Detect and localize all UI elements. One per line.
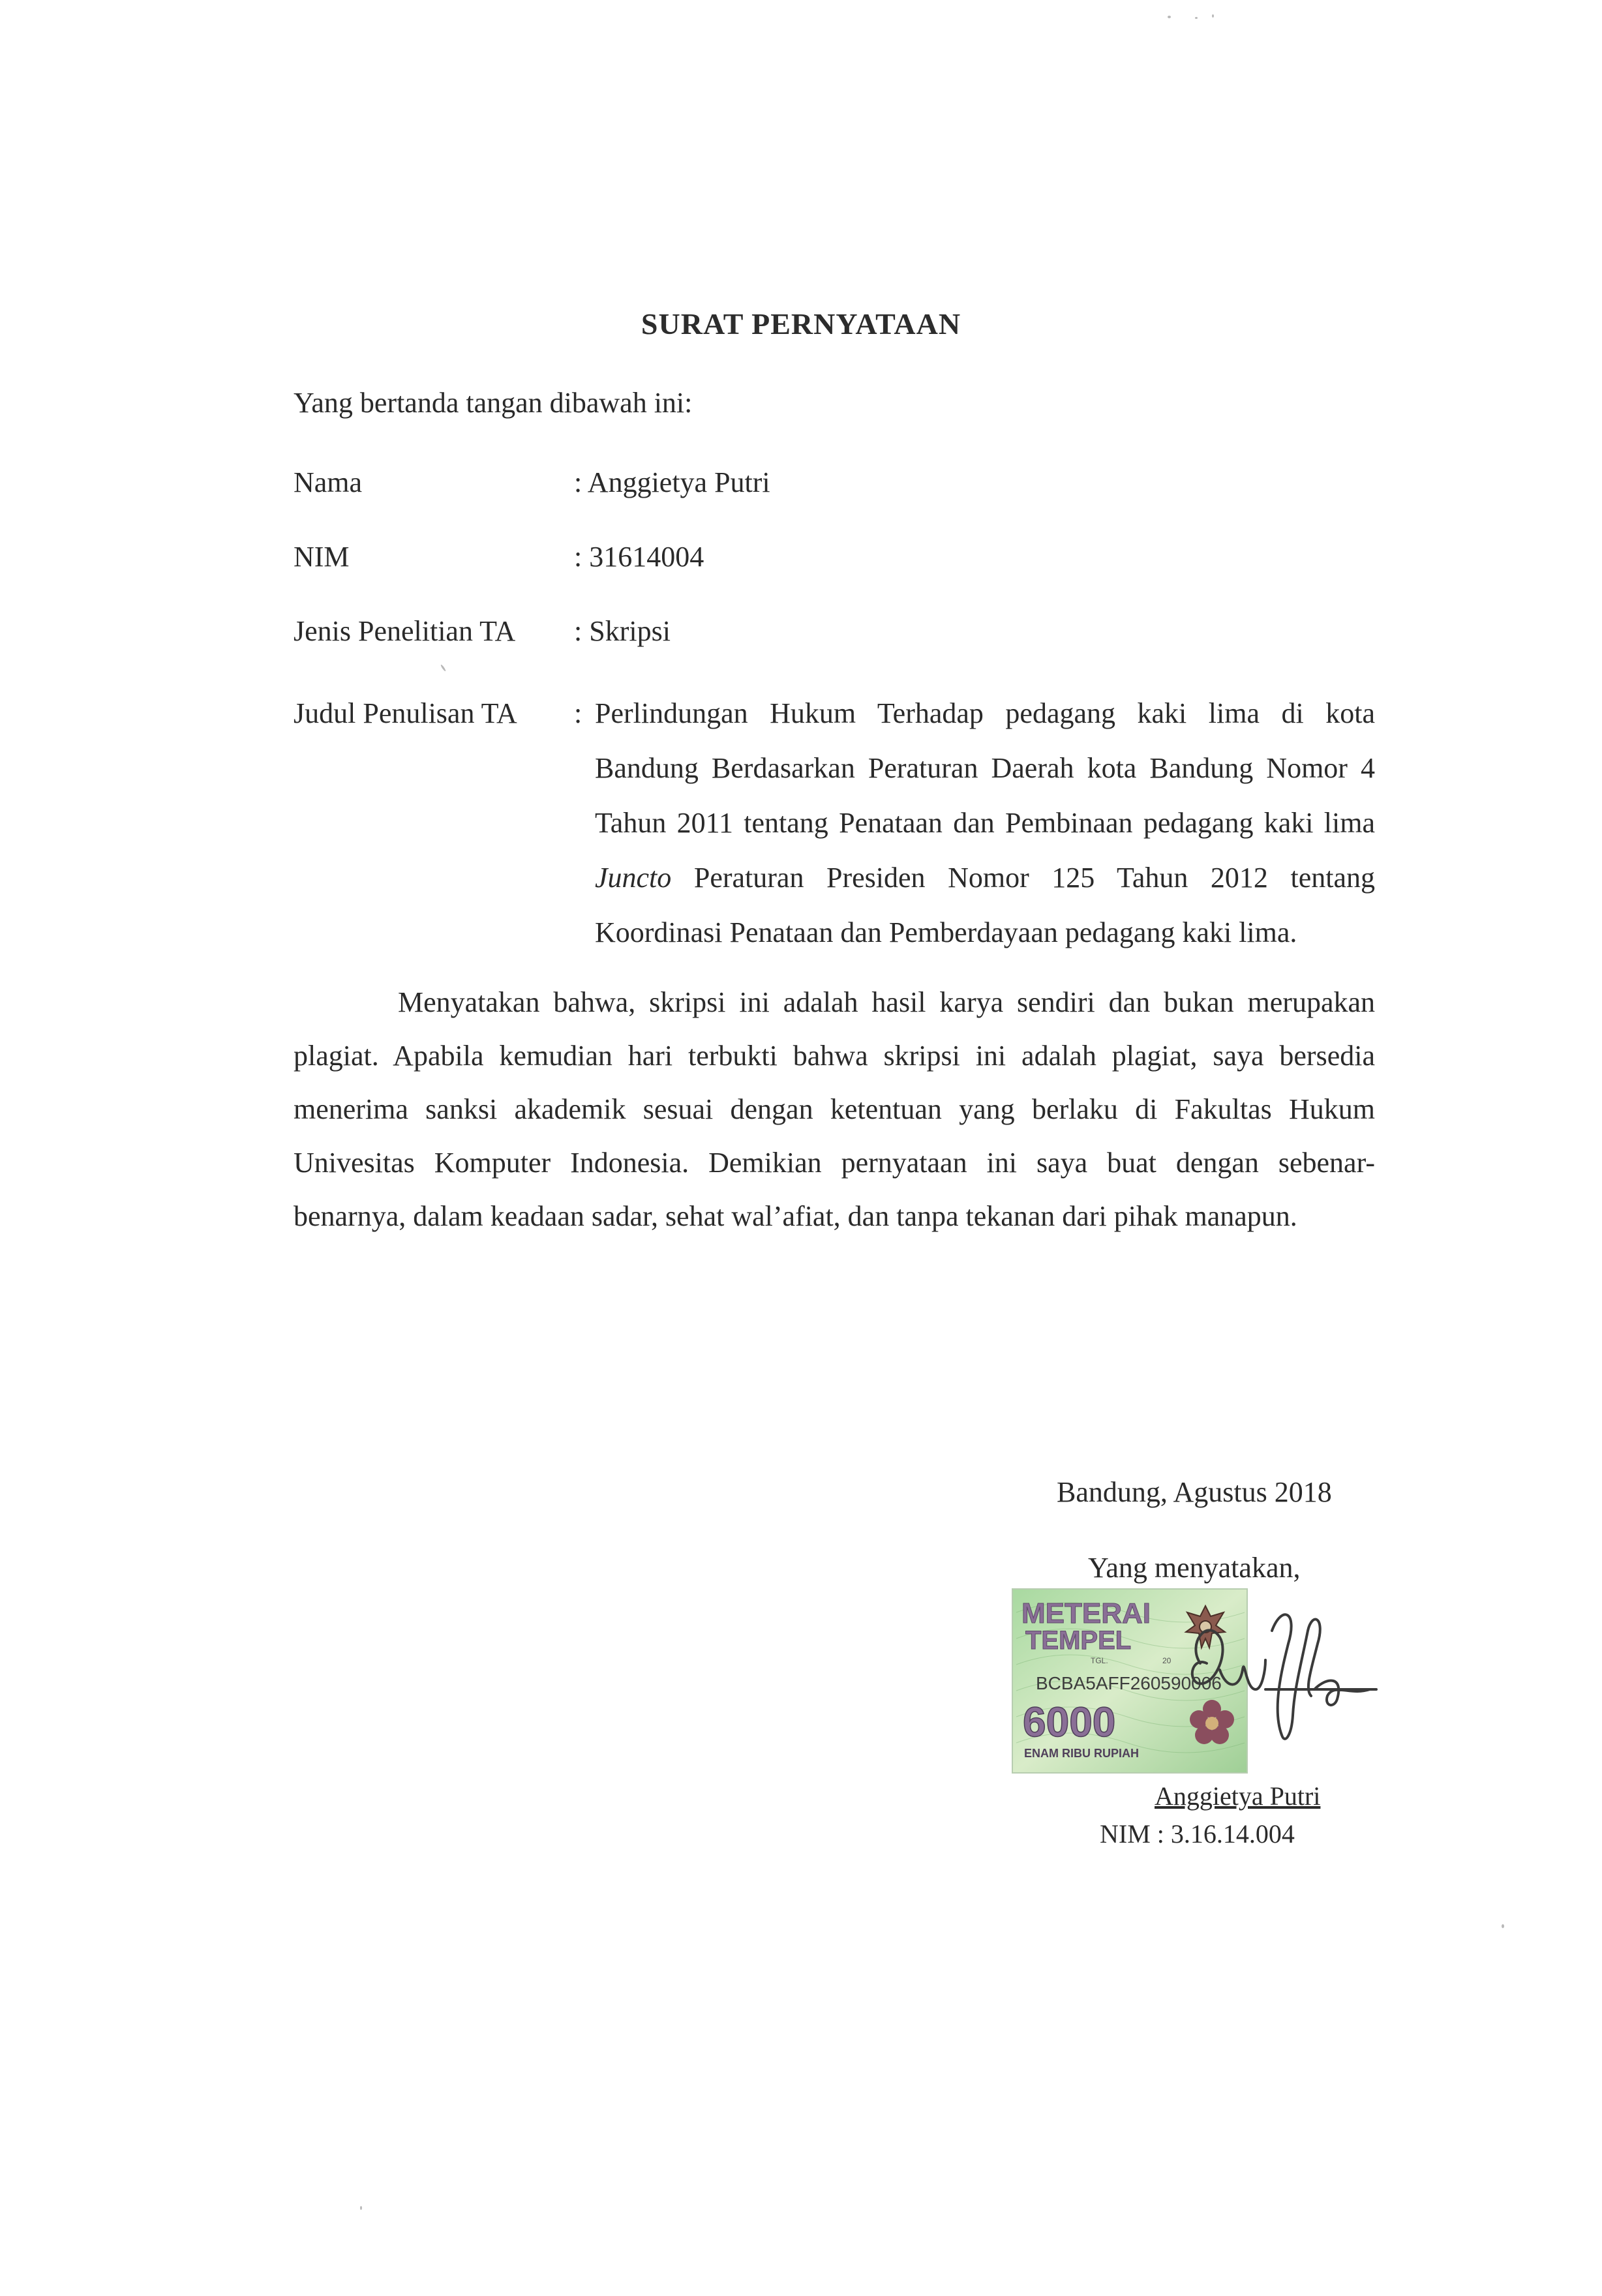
stamp-value-words: ENAM RIBU RUPIAH (1024, 1747, 1140, 1760)
judul-italic-term: Juncto (595, 862, 672, 894)
field-value: : Skripsi (574, 615, 671, 647)
stamp-value: 6000 (1023, 1699, 1116, 1745)
statement-paragraph: Menyatakan bahwa, skripsi ini adalah hasil karya sendiri dan bukan merupakan plagiat. Apabila kemudian hari terbukti bahwa skripsi ini adalah plagiat, saya bersedia menerima sanksi akademik sesuai dengan ketentuan yang berlaku di Fakultas Hukum Univesitas Komputer Indonesia. Demikian pernyataan ini saya buat dengan sebenar-benarnya, dalam keadaan sadar, sehat wal’afiat, dan tanpa tekanan dari pihak manapun. (294, 986, 1375, 1232)
stamp-text-meterai: METERAI (1021, 1597, 1151, 1629)
field-label-judul: Judul Penulisan TA (294, 697, 517, 729)
scan-speck (440, 664, 446, 672)
stamp-serial: BCBA5AFF260590006 (1036, 1673, 1222, 1693)
field-value-judul (595, 686, 1375, 960)
stamp-text-tempel: TEMPEL (1025, 1626, 1132, 1655)
signer-nim: NIM : 3.16.14.004 (1100, 1819, 1295, 1849)
handwritten-signature (1174, 1592, 1383, 1761)
field-colon-judul: : (574, 697, 582, 729)
stamp-text-tgl: TGL. (1091, 1656, 1108, 1665)
field-value: : Anggietya Putri (574, 466, 770, 498)
signer-name: Anggietya Putri (1155, 1781, 1321, 1811)
scan-speck (360, 2206, 362, 2210)
field-label: Jenis Penelitian TA (294, 615, 516, 647)
field-value: : 31614004 (574, 541, 704, 573)
judul-text-part2: Peraturan Presiden Nomor 125 Tahun 2012 tentang Koordinasi Penataan dan Pemberdayaan pedagang kaki lima. (595, 862, 1375, 948)
judul-text-part1: Perlindungan Hukum Terhadap pedagang kaki lima di kota Bandung Berdasarkan Peraturan Daerah kota Bandung Nomor 4 Tahun 2011 tentang Penataan dan Pembinaan pedagang kaki lima (595, 697, 1375, 839)
intro-text: Yang bertanda tangan dibawah ini: (294, 387, 693, 419)
scan-speck (1212, 14, 1214, 18)
stamp-text-year: 20 (1162, 1656, 1171, 1665)
place-date: Bandung, Agustus 2018 (1057, 1476, 1332, 1508)
field-label: Nama (294, 466, 363, 498)
scan-speck (1168, 16, 1171, 18)
declarer-label: Yang menyatakan, (1088, 1552, 1301, 1584)
scan-speck (1502, 1924, 1504, 1928)
document-title: SURAT PERNYATAAN (641, 307, 961, 340)
field-label: NIM (294, 541, 350, 573)
scan-speck (1195, 17, 1198, 19)
